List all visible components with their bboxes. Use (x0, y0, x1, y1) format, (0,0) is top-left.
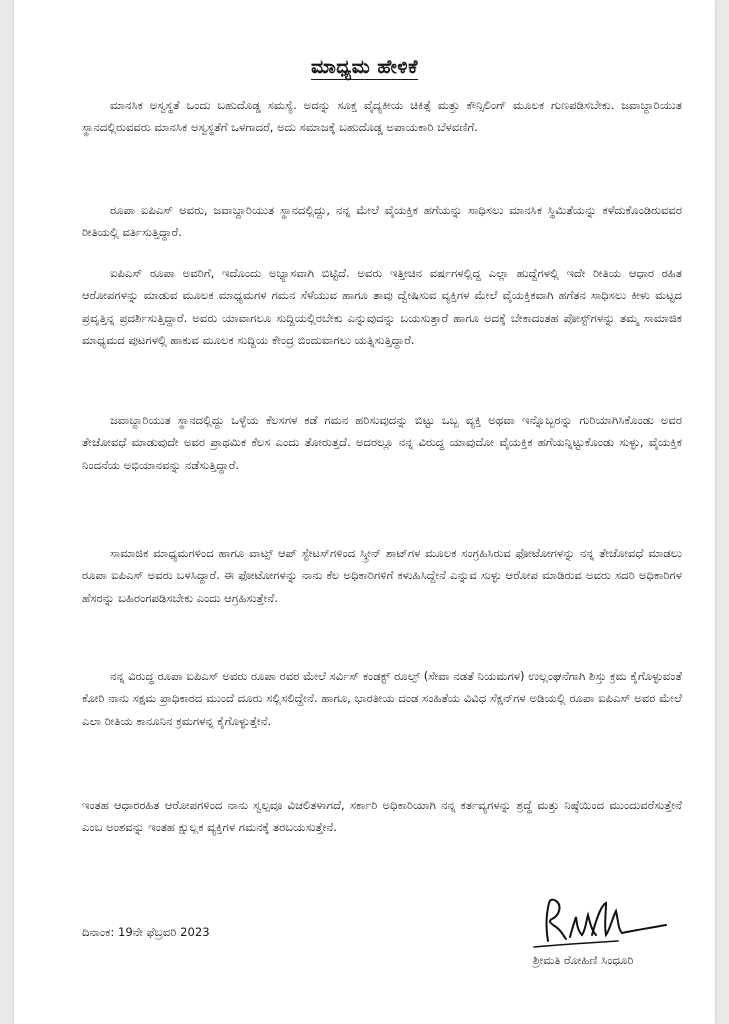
document-page (14, 0, 715, 1024)
signatory-name: ಶ್ರೀಮತಿ ರೋಹಿಣಿ ಸಿಂಧೂರಿ (533, 953, 634, 967)
paragraph-6: ನನ್ನ ವಿರುದ್ಧ ರೂಪಾ ಐಪಿಎಸ್ ಅವರು ರೂಪಾ ರವರ ಮೇಲೆ ಸರ್ವಿಸ್ ಕಂಡಕ್ಟ್ ರೂಲ್ಸ್ (ಸೇವಾ ನಡತೆ ನಿಯಮಗಳ) ಉಲ್ಲಂಘನೆಗಾಗಿ ಶಿಸ್ತು ಕ್ರಮ ಕೈಗೊಳ್ಳುವಂತೆ ಕೋರಿ ನಾನು ಸಕ್ಷಮ ಪ್ರಾಧಿಕಾರದ ಮುಂದೆ ದೂರು ಸಲ್ಲಿಸಲಿದ್ದೇನೆ. ಹಾಗೂ, ಭಾರತೀಯ ದಂಡ ಸಂಹಿತೆಯ ವಿವಿಧ ಸೆಕ್ಷನ್‌ಗಳ ಅಡಿಯಲ್ಲಿ ರೂಪಾ ಐಪಿಎಸ್ ಅವರ ಮೇಲೆ ಎಲಾ ರೀತಿಯ ಕಾನೂನಿನ ಕ್ರಮಗಳನ್ನ ಕೈಗೊಳ್ಳುತ್ತೇನೆ. (82, 669, 682, 728)
paragraph-7: ಇಂತಹ ಆಧಾರರಹಿತ ಆರೋಪಗಳಿಂದ ನಾನು ಸ್ವಲ್ಪವೂ ವಿಚಲಿತಳಾಗದೆ, ಸರ್ಕಾರಿ ಅಧಿಕಾರಿಯಾಗಿ ನನ್ನ ಕರ್ತವ್ಯಗಳನ್ನು ಶ್ರದ್ಧೆ ಮತ್ತು ನಿಷ್ಠೆಯಿಂದ ಮುಂದುವರೆಸುತ್ತೇನೆ ಎಂಬ ಅಂಶವನ್ನು ಇಂತಹ ಕ್ಷುಲ್ಲಕ ವ್ಯಕ್ತಿಗಳ ಗಮನಕ್ಕೆ ತರಬಯಸುತ್ತೇನೆ. (82, 798, 682, 835)
paragraph-5: ಸಾಮಾಜಿಕ ಮಾಧ್ಯಮಗಳಿಂದ ಹಾಗೂ ವಾಟ್ಸ್ ಆಪ್ ಸ್ಟೇಟಸ್‌ಗಳಿಂದ ಸ್ಕ್ರೀನ್ ಶಾಟ್‌ಗಳ ಮೂಲಕ ಸಂಗ್ರಹಿಸಿರುವ ಫೋಟೋಗಳನ್ನು ನನ್ನ ತೇಜೋವಧೆ ಮಾಡಲು ರೂಪಾ ಐಪಿಎಸ್ ಅವರು ಬಳಸಿದ್ದಾರೆ. ಈ ಫೋಟೋಗಳನ್ನು ನಾನು ಕೆಲ ಅಧಿಕಾರಿಗಳಿಗೆ ಕಳುಹಿಸಿದ್ದೇನೆ ಎನ್ನುವ ಸುಳ್ಳು ಆರೋಪ ಮಾಡಿರುವ ಅವರು ಸದರಿ ಅಧಿಕಾರಿಗಳ ಹೆಸರನ್ನು ಬಹಿರಂಗಪಡಿಸಬೇಕು ಎಂದು ಆಗ್ರಹಿಸುತ್ತೇನೆ. (82, 546, 682, 605)
paragraph-1: ಮಾನಸಿಕ ಅಸ್ವಸ್ಥತೆ ಒಂದು ಬಹುದೊಡ್ಡ ಸಮಸ್ಯೆ. ಅದನ್ನು ಸೂಕ್ತ ವೈದ್ಯಕೀಯ ಚಿಕಿತ್ಸೆ ಮತ್ತು ಕೌನ್ಸಿಲಿಂಗ್ ಮೂಲಕ ಗುಣಪಡಿಸಬೇಕು. ಜವಾಬ್ದಾರಿಯುತ ಸ್ಥಾನದಲ್ಲಿರುವವರು ಮಾನಸಿಕ ಅಸ್ವಸ್ಥತೆಗೆ ಒಳಗಾದರೆ, ಅದು ಸಮಾಜಕ್ಕೆ ಬಹುದೊಡ್ಡ ಅಪಾಯಕಾರಿ ಬೆಳವಣಿಗೆ. (82, 98, 682, 135)
document-date: ದಿನಾಂಕ: 19ನೇ ಫೆಬ್ರವರಿ 2023 (82, 925, 210, 939)
title-text: ಮಾಧ್ಯಮ ಹೇಳಿಕೆ (311, 56, 418, 78)
paragraph-4: ಜವಾಬ್ದಾರಿಯುತ ಸ್ಥಾನದಲ್ಲಿದ್ದು ಒಳ್ಳೆಯ ಕೆಲಸಗಳ ಕಡೆ ಗಮನ ಹರಿಸುವುದನ್ನು ಬಿಟ್ಟು ಒಬ್ಬ ವ್ಯಕ್ತಿ ಅಥವಾ ಇನ್ನೊಬ್ಬರನ್ನು ಗುರಿಯಾಗಿಸಿಕೊಂಡು ಅವರ ತೇಜೋವಧೆ ಮಾಡುವುದೇ ಅವರ ಪ್ರಾಥಮಿಕ ಕೆಲಸ ಎಂದು ತೋರುತ್ತದೆ. ಅದರಲ್ಲೂ ನನ್ನ ವಿರುದ್ಧ ಯಾವುದೋ ವೈಯಕ್ತಿಕ ಹಗೆಯನ್ನಿಟ್ಟುಕೊಂಡು ಸುಳ್ಳು, ವೈಯಕ್ತಿಕ ನಿಂದನೆಯ ಅಭಿಯಾನವನ್ನು ನಡೆಸುತ್ತಿದ್ದಾರೆ. (82, 413, 682, 472)
paragraph-3: ಐಪಿಎಸ್ ರೂಪಾ ಅವರಿಗೆ, ಇದೊಂದು ಅಭ್ಯಾಸವಾಗಿ ಬಿಟ್ಟಿದೆ. ಅವರು ಇತ್ತೀಚಿನ ವರ್ಷಗಳಲ್ಲಿದ್ದ ಎಲ್ಲಾ ಹುದ್ದೆಗಳಲ್ಲಿ ಇದೇ ರೀತಿಯ ಆಧಾರ ರಹಿತ ಆರೋಪಗಳನ್ನು ಮಾಡುವ ಮೂಲಕ ಮಾಧ್ಯಮಗಳ ಗಮನ ಸೆಳೆಯುವ ಹಾಗೂ ತಾವು ದ್ವೇಷಿಸುವ ವ್ಯಕ್ತಿಗಳ ಮೇಲೆ ವೈಯಕ್ತಿಕವಾಗಿ ಹಗೆತನ ಸಾಧಿಸಲು ಕೀಳು ಮಟ್ಟದ ಪ್ರವೃತ್ತಿನ್ನ ಪ್ರದರ್ಶಿಸುತ್ತಿದ್ದಾರೆ. ಅವರು ಯಾವಾಗಲೂ ಸುದ್ದಿಯಲ್ಲಿರಬೇಕು ಎನ್ನುವುದನ್ನು ಬಯಸುತ್ತಾರೆ ಹಾಗೂ ಅದಕ್ಕೆ ಬೇಕಾದಂತಹ ಪೋಸ್ಟ್‌ಗಳನ್ನು ತಮ್ಮ ಸಾಮಾಜಿಕ ಮಾಧ್ಯಮದ ಪುಟಗಳಲ್ಲಿ ಹಾಕುವ ಮೂಲಕ ಸುದ್ದಿಯ ಕೇಂದ್ರ ಬಿಂದುವಾಗಲು ಯತ್ನಿಸುತ್ತಿದ್ದಾರೆ. (82, 266, 682, 347)
document-title (14, 56, 715, 78)
handwritten-signature (526, 895, 686, 957)
paragraph-2: ರೂಪಾ ಐಪಿಎಸ್ ಅವರು, ಜವಾಬ್ದಾರಿಯುತ ಸ್ಥಾನದಲ್ಲಿದ್ದು, ನನ್ನ ಮೇಲೆ ವೈಯಕ್ತಿಕ ಹಗೆಯನ್ನು ಸಾಧಿಸಲು ಮಾನಸಿಕ ಸ್ಥಿಮಿತೆಯನ್ನು ಕಳೆದುಕೊಂಡಿರುವವರ ರೀತಿಯಲ್ಲಿ ವರ್ತಿಸುತ್ತಿದ್ದಾರೆ. (82, 203, 682, 240)
